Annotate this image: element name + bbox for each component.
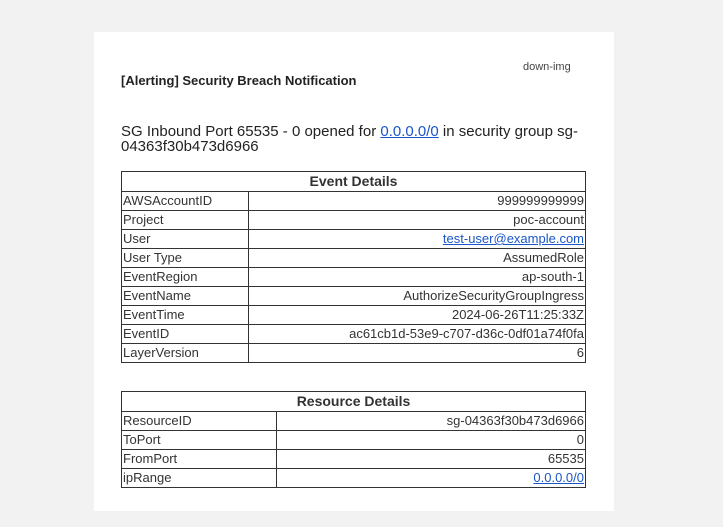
table-row [122, 211, 586, 230]
table-row [122, 306, 586, 325]
resource-value: 0 [277, 431, 586, 450]
event-key: EventRegion [122, 268, 249, 287]
table-row [122, 325, 586, 344]
user-email-link[interactable]: test-user@example.com [442, 231, 584, 246]
event-key: User Type [122, 249, 249, 268]
ip-range-value-link[interactable]: 0.0.0.0/0 [533, 470, 584, 485]
resource-details-table [121, 391, 586, 488]
event-value: AssumedRole [249, 249, 586, 268]
email-card [94, 32, 614, 511]
event-value [249, 230, 586, 249]
resource-details-heading: Resource Details [122, 392, 586, 412]
event-value: ac61cb1d-53e9-c707-d36c-0df01a74f0fa [249, 325, 586, 344]
alert-headline [121, 124, 591, 154]
event-key: LayerVersion [122, 344, 249, 363]
event-details-table [121, 171, 586, 363]
alert-title: [Alerting] Security Breach Notification [121, 73, 357, 88]
event-value: 999999999999 [249, 192, 586, 211]
table-row [122, 344, 586, 363]
table-row [122, 412, 586, 431]
table-row [122, 431, 586, 450]
event-value: poc-account [249, 211, 586, 230]
headline-prefix: SG Inbound Port 65535 - 0 opened for [121, 123, 381, 140]
event-value: AuthorizeSecurityGroupIngress [249, 287, 586, 306]
event-value: ap-south-1 [249, 268, 586, 287]
down-image-alt: down-img [523, 61, 571, 73]
event-value: 6 [249, 344, 586, 363]
table-row [122, 268, 586, 287]
resource-key: ResourceID [122, 412, 277, 431]
ip-range-link[interactable]: 0.0.0.0/0 [380, 123, 439, 140]
event-key: EventID [122, 325, 249, 344]
headline-suffix: in security group sg-04363f30b473d6966 [121, 123, 578, 155]
resource-value [277, 469, 586, 488]
event-details-heading: Event Details [122, 172, 586, 192]
table-row [122, 192, 586, 211]
event-key: EventName [122, 287, 249, 306]
table-row [122, 450, 586, 469]
resource-value: sg-04363f30b473d6966 [277, 412, 586, 431]
table-row [122, 287, 586, 306]
event-key: EventTime [122, 306, 249, 325]
resource-key: ipRange [122, 469, 277, 488]
resource-key: ToPort [122, 431, 277, 450]
event-key: Project [122, 211, 249, 230]
resource-key: FromPort [122, 450, 277, 469]
table-row [122, 249, 586, 268]
event-key: User [122, 230, 249, 249]
table-row [122, 230, 586, 249]
event-value: 2024-06-26T11:25:33Z [249, 306, 586, 325]
resource-value: 65535 [277, 450, 586, 469]
table-row [122, 469, 586, 488]
event-key: AWSAccountID [122, 192, 249, 211]
